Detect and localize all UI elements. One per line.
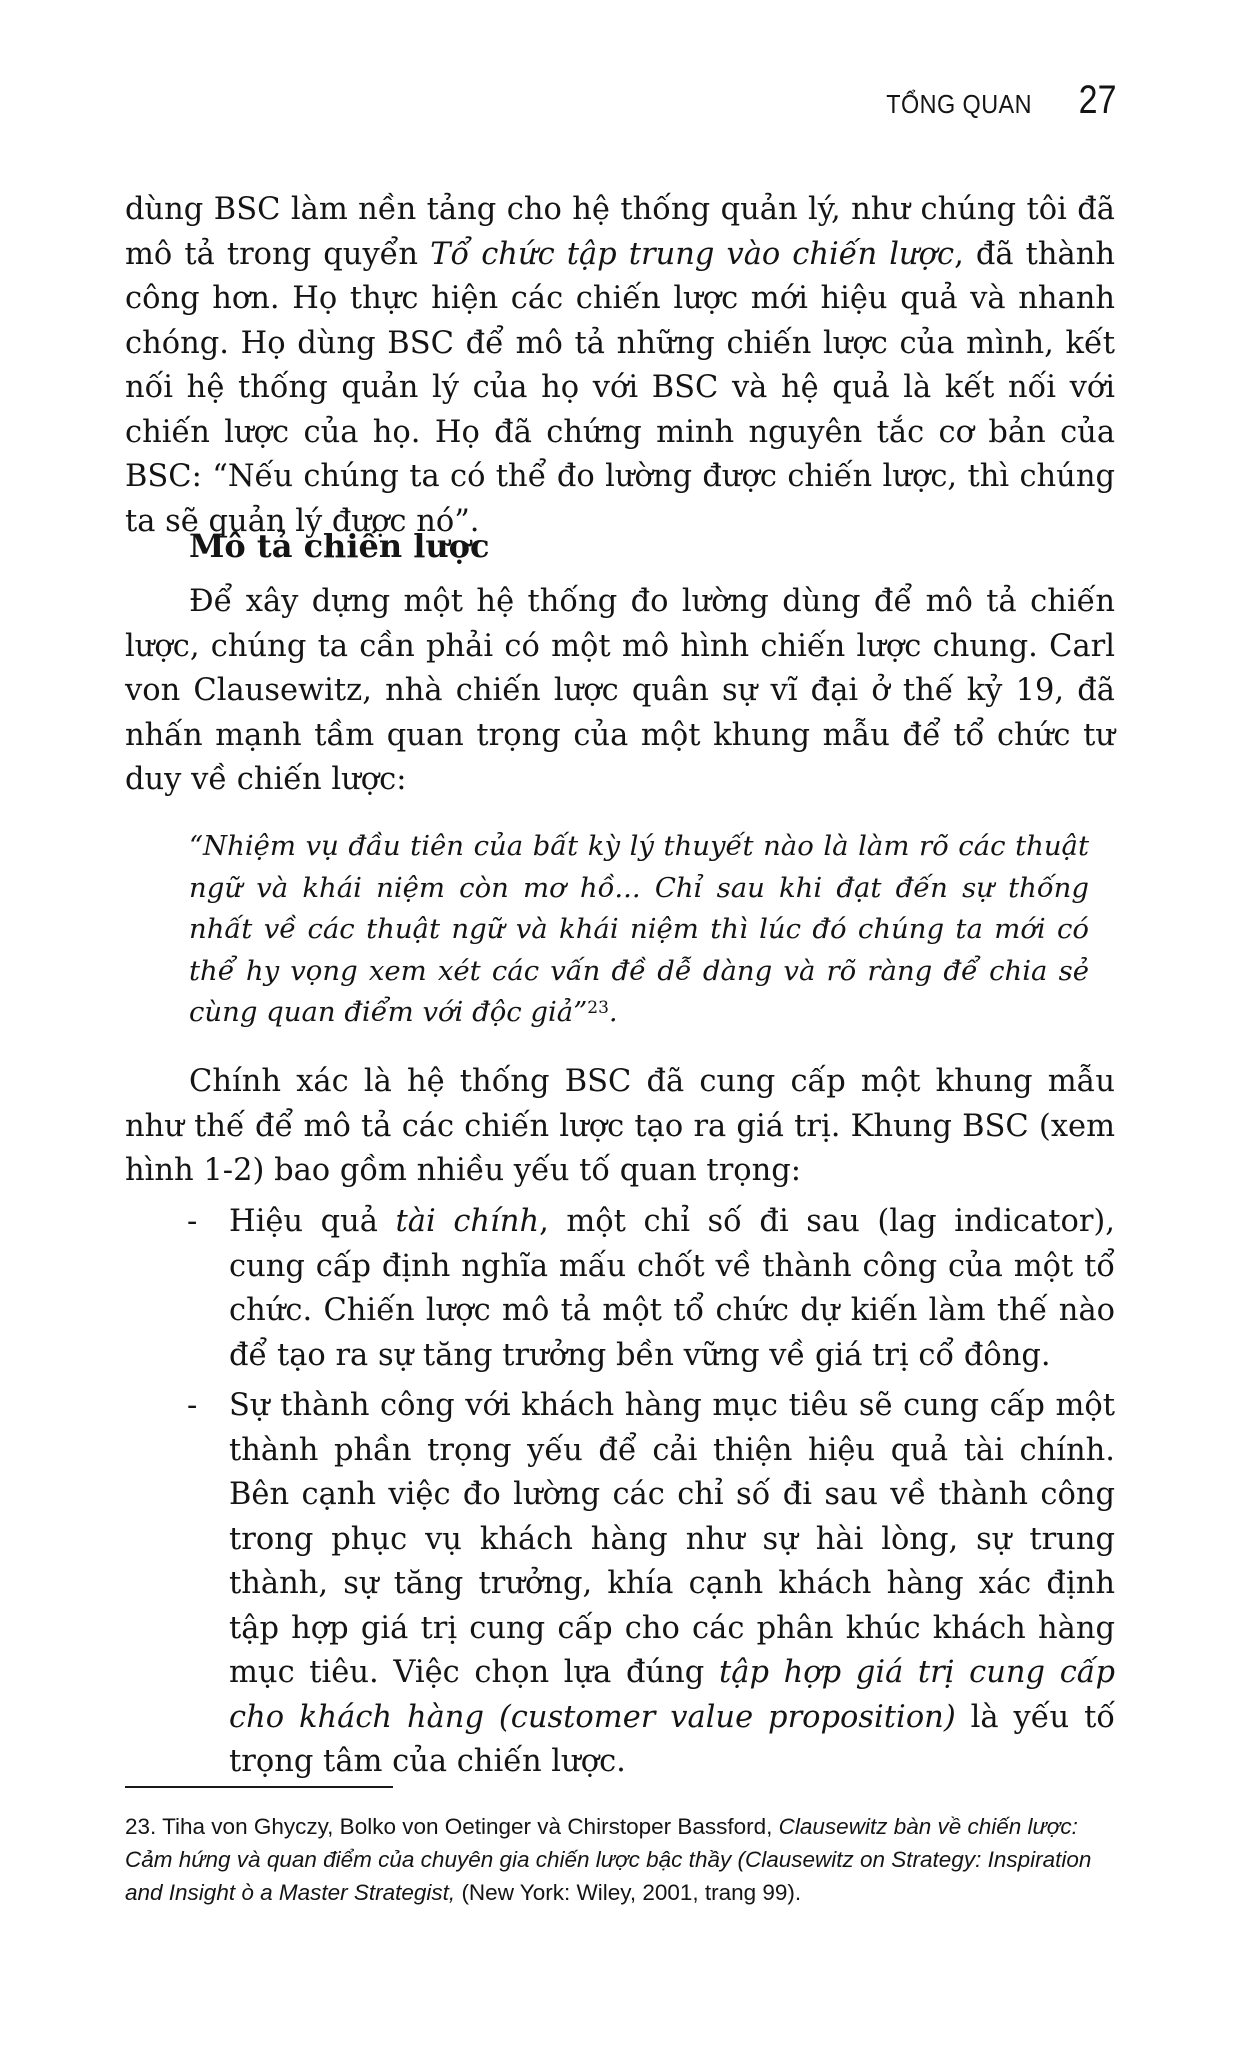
paragraph-continued: [125, 188, 1115, 544]
footnote-authors: Tiha von Ghyczy, Bolko von Oetinger và Chirstoper Bassford,: [156, 1814, 779, 1839]
footnote-title: Clausewitz bàn về chiến lược: Cảm hứng và quan điểm của chuyên gia chiến lược bậc thầy (Clausewitz on Strategy: Inspiration and Insight ò a Master Strategist,: [125, 1814, 1092, 1905]
footnote-divider: [125, 1786, 393, 1788]
item-text: là yếu tố trọng tâm của chiến lược.: [229, 1699, 1115, 1779]
paragraph-intro: Để xây dựng một hệ thống đo lường dùng để mô tả chiến lược, chúng ta cần phải có một mô hình chiến lược chung. Carl von Clausewitz, nhà chiến lược quân sự vĩ đại ở thế kỷ 19, đã nhấn mạnh tầm quan trọng của một khung mẫu để tổ chức tư duy về chiến lược:: [125, 584, 1115, 797]
item-text: Hiệu quả: [229, 1204, 396, 1239]
list-item: [125, 1384, 1115, 1785]
running-header: [870, 78, 1116, 123]
paragraph-text: dùng BSC làm nền tảng cho hệ thống quản lý, như chúng tôi đã mô tả trong quyển: [125, 192, 1115, 272]
section-heading: Mô tả chiến lược: [189, 527, 490, 565]
footnote-number: 23.: [125, 1814, 157, 1839]
page-number: 27: [1078, 78, 1116, 122]
paragraph-framework: Chính xác là hệ thống BSC đã cung cấp một khung mẫu như thế để mô tả các chiến lược tạo ra giá trị. Khung BSC (xem hình 1-2) bao gồm nhiều yếu tố quan trọng:: [125, 1064, 1115, 1188]
paragraph-text: , đã thành công hơn. Họ thực hiện các chiến lược mới hiệu quả và nhanh chóng. Họ dùng BSC để mô tả những chiến lược của mình, kết nối hệ thống quản lý của họ với BSC và hệ quả là kết nối với chiến lược của họ. Họ đã chứng minh nguyên tắc cơ bản của BSC: “Nếu chúng ta có thể đo lường được chiến lược, thì chúng ta sẽ quản lý được nó”.: [125, 236, 1116, 539]
footnote: [125, 1810, 1115, 1909]
item-text: Sự thành công với khách hàng mục tiêu sẽ cung cấp một thành phần trọng yếu để cải thiện hiệu quả tài chính. Bên cạnh việc đo lường các chỉ số đi sau về thành công trong phục vụ khách hàng như sự hài lòng, sự trung thành, sự tăng trưởng, khía cạnh khách hàng xác định tập hợp giá trị cung cấp cho các phân khúc khách hàng mục tiêu. Việc chọn lựa đúng: [229, 1388, 1115, 1690]
item-text: , một chỉ số đi sau (lag indicator), cung cấp định nghĩa mấu chốt về thành công của một tổ chức. Chiến lược mô tả một tổ chức dự kiến làm thế nào để tạo ra sự tăng trưởng bền vững về giá trị cổ đông.: [229, 1204, 1115, 1373]
list-item: [125, 1200, 1115, 1378]
item-emphasis: tài chính: [395, 1204, 540, 1239]
book-title: Tổ chức tập trung vào chiến lược: [430, 236, 955, 272]
bullet-list: [125, 1200, 1115, 1785]
quote-text: “Nhiệm vụ đầu tiên của bất kỳ lý thuyết nào là làm rõ các thuật ngữ và khái niệm còn mơ hồ... Chỉ sau khi đạt đến sự thống nhất về các thuật ngữ và khái niệm thì lúc đó chúng ta mới có thể hy vọng xem xét các vấn đề dễ dàng và rõ ràng để chia sẻ cùng quan điểm với độc giả”: [189, 830, 1089, 1028]
dash-marker: -: [187, 1204, 198, 1239]
block-quote: [189, 826, 1089, 1034]
footnote-ref: 23: [587, 998, 609, 1018]
quote-end: .: [608, 996, 618, 1028]
footnote-publisher: (New York: Wiley, 2001, trang 99).: [455, 1880, 802, 1905]
section-name: TỔNG QUAN: [885, 89, 1032, 119]
item-emphasis: tập hợp giá trị cung cấp cho khách hàng (customer value proposition): [229, 1655, 1115, 1735]
dash-marker: -: [187, 1388, 198, 1423]
